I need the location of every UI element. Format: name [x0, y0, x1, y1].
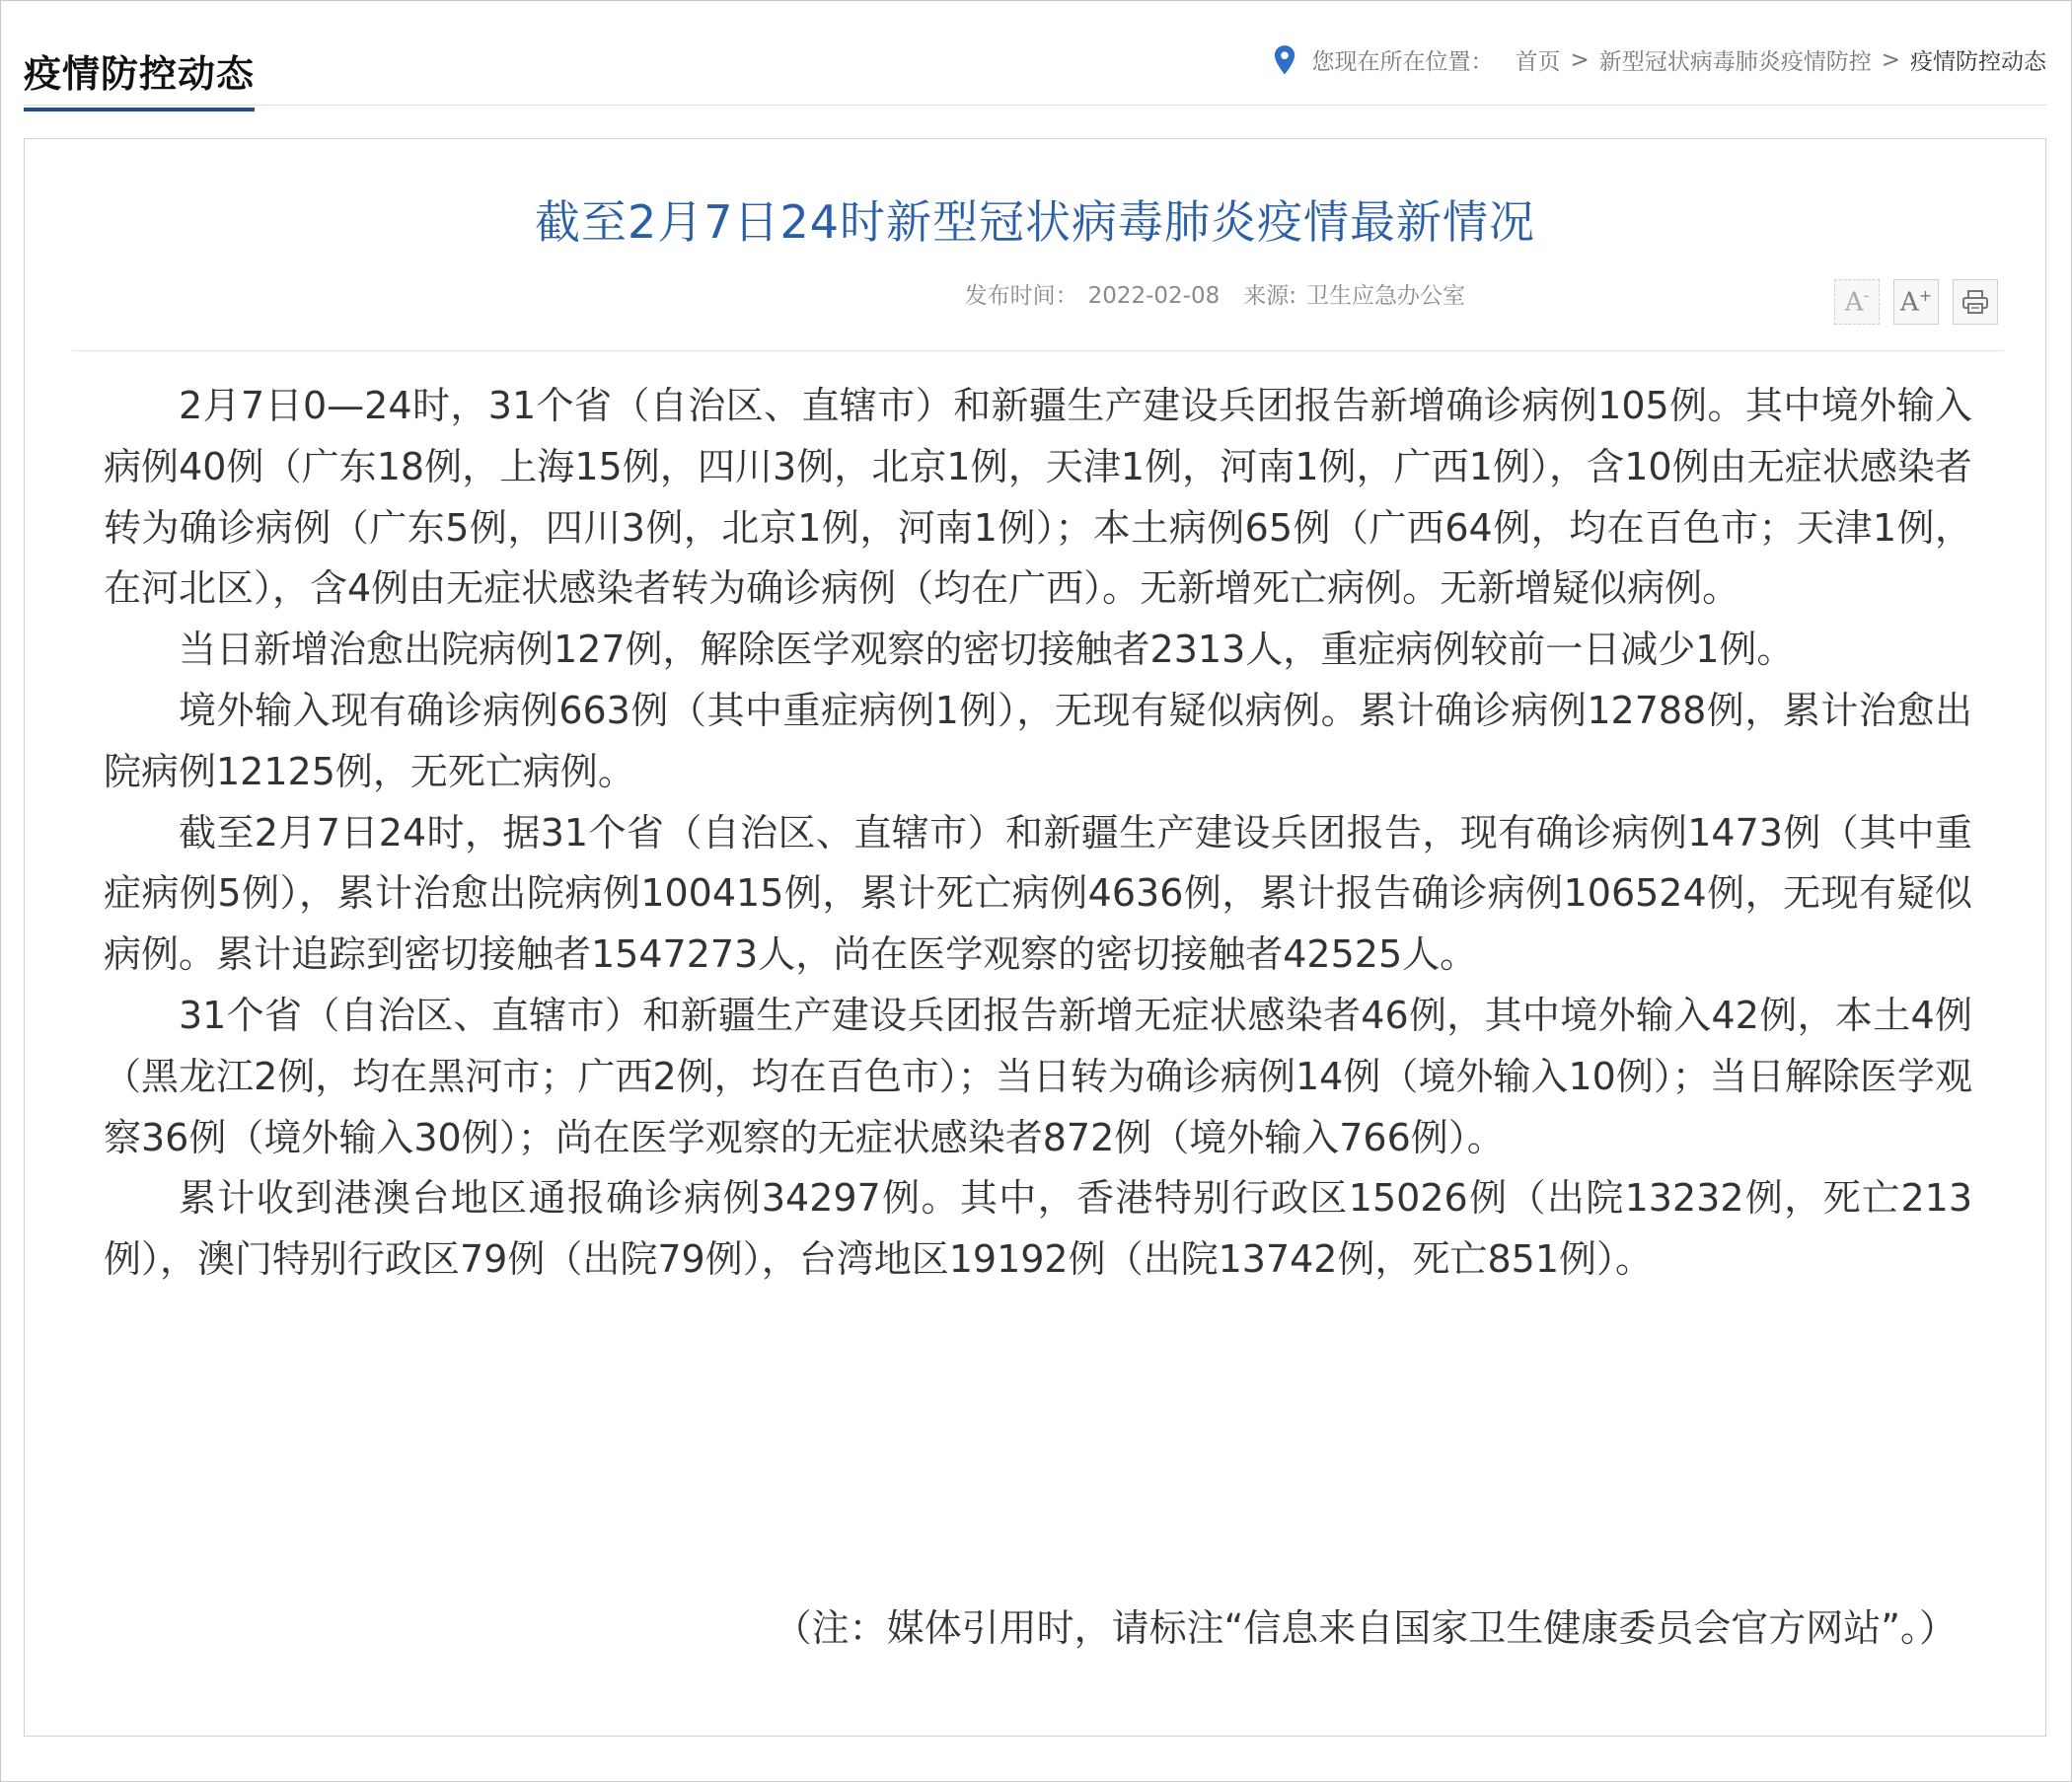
paragraph: 截至2月7日24时，据31个省（自治区、直辖市）和新疆生产建设兵团报告，现有确诊病例1473例（其中重症病例5例），累计治愈出院病例100415例，累计死亡病例4636例，累计报告确诊病例106524例，无现有疑似病例。累计追踪到密切接触者1547273人，尚在医学观察的密切接触者42525人。	[104, 810, 1972, 977]
article-container	[24, 138, 2046, 1737]
paragraph: 当日新增治愈出院病例127例，解除医学观察的密切接触者2313人，重症病例较前一日减少1例。	[179, 628, 1795, 672]
paragraph: 2月7日0—24时，31个省（自治区、直辖市）和新疆生产建设兵团报告新增确诊病例105例。其中境外输入病例40例（广东18例，上海15例，四川3例，北京1例，天津1例，河南1例，广西1例），含10例由无症状感染者转为确诊病例（广东5例，四川3例，北京1例，河南1例）；本土病例65例（广西64例，均在百色市；天津1例，在河北区），含4例由无症状感染者转为确诊病例（均在广西）。无新增死亡病例。无新增疑似病例。	[104, 384, 1972, 611]
breadcrumb-separator: >	[1881, 46, 1900, 73]
publish-label: 发布时间：	[964, 283, 1078, 309]
source-label: 来源:	[1243, 283, 1296, 309]
article-meta	[25, 277, 1465, 310]
breadcrumb-label: 您现在所在位置：	[1311, 49, 1494, 75]
font-decrease-icon: A-	[1844, 286, 1870, 318]
citation-note: （注：媒体引用时，请标注“信息来自国家卫生健康委员会官方网站”。）	[774, 1606, 1957, 1650]
paragraph: 累计收到港澳台地区通报确诊病例34297例。其中，香港特别行政区15026例（出院13232例，死亡213例），澳门特别行政区79例（出院79例），台湾地区19192例（出院13742例，死亡851例）。	[104, 1176, 1972, 1282]
paragraph: 31个省（自治区、直辖市）和新疆生产建设兵团报告新增无症状感染者46例，其中境外输入42例，本土4例（黑龙江2例，均在黑河市；广西2例，均在百色市）；当日转为确诊病例14例（境外输入10例）；当日解除医学观察36例（境外输入30例）；尚在医学观察的无症状感染者872例（境外输入766例）。	[104, 993, 1972, 1159]
printer-icon	[1961, 289, 1989, 315]
source-value: 卫生应急办公室	[1306, 283, 1465, 309]
font-increase-button[interactable]	[1893, 279, 1939, 325]
breadcrumb-covid-link[interactable]: 新型冠状病毒肺炎疫情防控	[1598, 49, 1872, 75]
article-tools	[1834, 279, 1998, 325]
paragraph: 境外输入现有确诊病例663例（其中重症病例1例），无现有疑似病例。累计确诊病例12788例，累计治愈出院病例12125例，无死亡病例。	[104, 688, 1972, 793]
breadcrumb	[1272, 43, 2046, 76]
breadcrumb-home-link[interactable]: 首页	[1515, 49, 1561, 75]
page-header	[24, 30, 2046, 106]
breadcrumb-separator: >	[1570, 46, 1590, 73]
location-pin-icon	[1272, 44, 1297, 76]
meta-divider	[72, 350, 2004, 351]
font-increase-icon: A+	[1899, 286, 1933, 318]
font-decrease-button[interactable]	[1834, 279, 1880, 325]
article-body	[104, 376, 1972, 1291]
article-title: 截至2月7日24时新型冠状病毒肺炎疫情最新情况	[534, 195, 1536, 249]
print-button[interactable]	[1953, 279, 1998, 325]
publish-date: 2022-02-08	[1087, 283, 1221, 309]
breadcrumb-current[interactable]: 疫情防控动态	[1910, 49, 2046, 75]
section-title: 疫情防控动态	[24, 43, 255, 111]
